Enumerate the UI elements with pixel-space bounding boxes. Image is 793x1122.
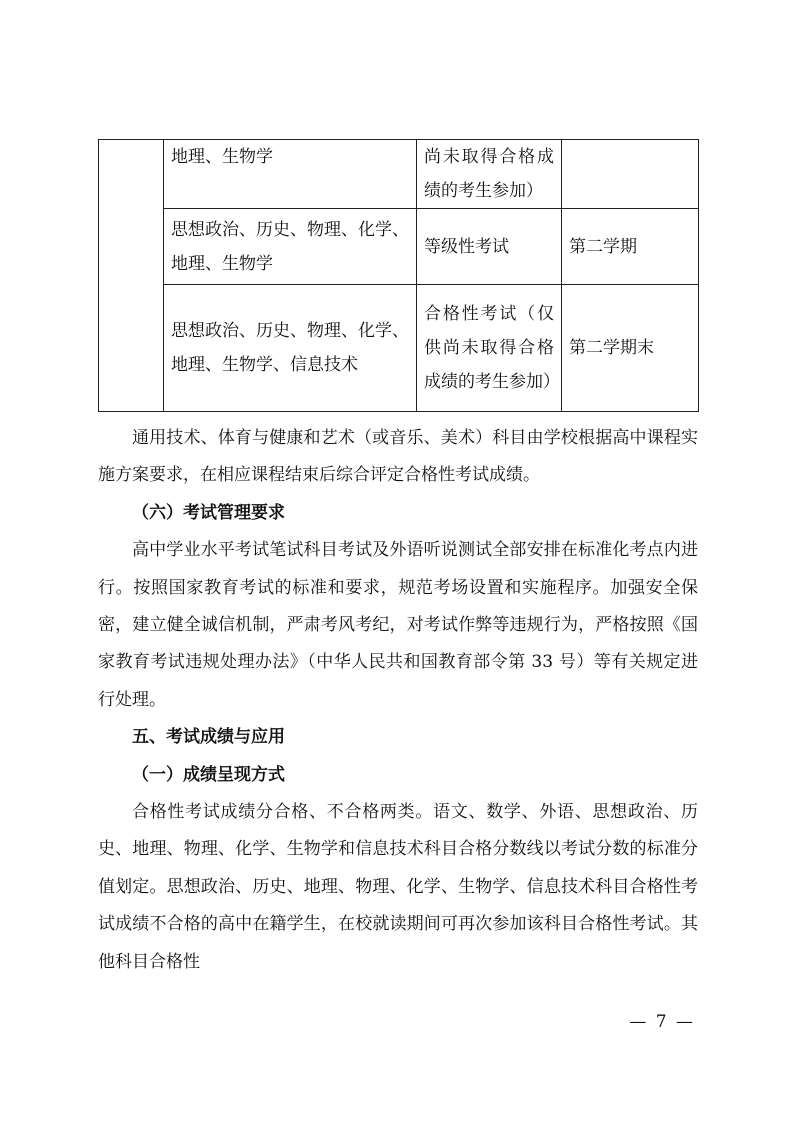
chapter-heading-scores: 五、考试成绩与应用	[132, 727, 285, 748]
table-row	[99, 140, 699, 209]
page-number: — 7 —	[629, 1012, 695, 1032]
exam-type-cell: 合格性考试（仅供尚未取得合格成绩的考生参加）	[417, 285, 562, 412]
merged-category-cell	[99, 140, 164, 412]
section-heading-exam-management: （六）考试管理要求	[132, 502, 285, 523]
schedule-cell: 第二学期末	[562, 285, 699, 412]
subject-cell: 地理、生物学	[164, 140, 417, 209]
table-row	[99, 285, 699, 412]
paragraph-general-tech: 通用技术、体育与健康和艺术（或音乐、美术）科目由学校根据高中课程实施方案要求，在相应课程结束后综合评定合格性考试成绩。	[98, 428, 698, 486]
paragraph-exam-management: 高中学业水平考试笔试科目考试及外语听说测试全部安排在标准化考点内进行。按照国家教育考试的标准和要求，规范考场设置和实施程序。加强安全保密，建立健全诚信机制，严肃考风考纪，对考试作弊等违规行为，严格按照《国家教育考试违规处理办法》（中华人民共和国教育部令第 33 号）等有关规定进行处理。	[98, 540, 698, 710]
subject-cell: 思想政治、历史、物理、化学、地理、生物学	[164, 209, 417, 285]
table-row	[99, 209, 699, 285]
exam-schedule-table	[98, 139, 699, 412]
subject-cell: 思想政治、历史、物理、化学、地理、生物学、信息技术	[164, 285, 417, 412]
paragraph-score-format: 合格性考试成绩分合格、不合格两类。语文、数学、外语、思想政治、历史、地理、物理、化学、生物学和信息技术科目合格分数线以考试分数的标准分值划定。思想政治、历史、地理、物理、化学、生物学、信息技术科目合格性考试成绩不合格的高中在籍学生，在校就读期间可再次参加该科目合格性考试。其他科目合格性	[98, 802, 698, 972]
schedule-cell	[562, 140, 699, 209]
schedule-cell: 第二学期	[562, 209, 699, 285]
body-text	[98, 420, 698, 981]
exam-type-cell: 等级性考试	[417, 209, 562, 285]
exam-type-cell: 尚未取得合格成绩的考生参加）	[417, 140, 562, 209]
section-heading-score-format: （一）成绩呈现方式	[132, 764, 285, 785]
